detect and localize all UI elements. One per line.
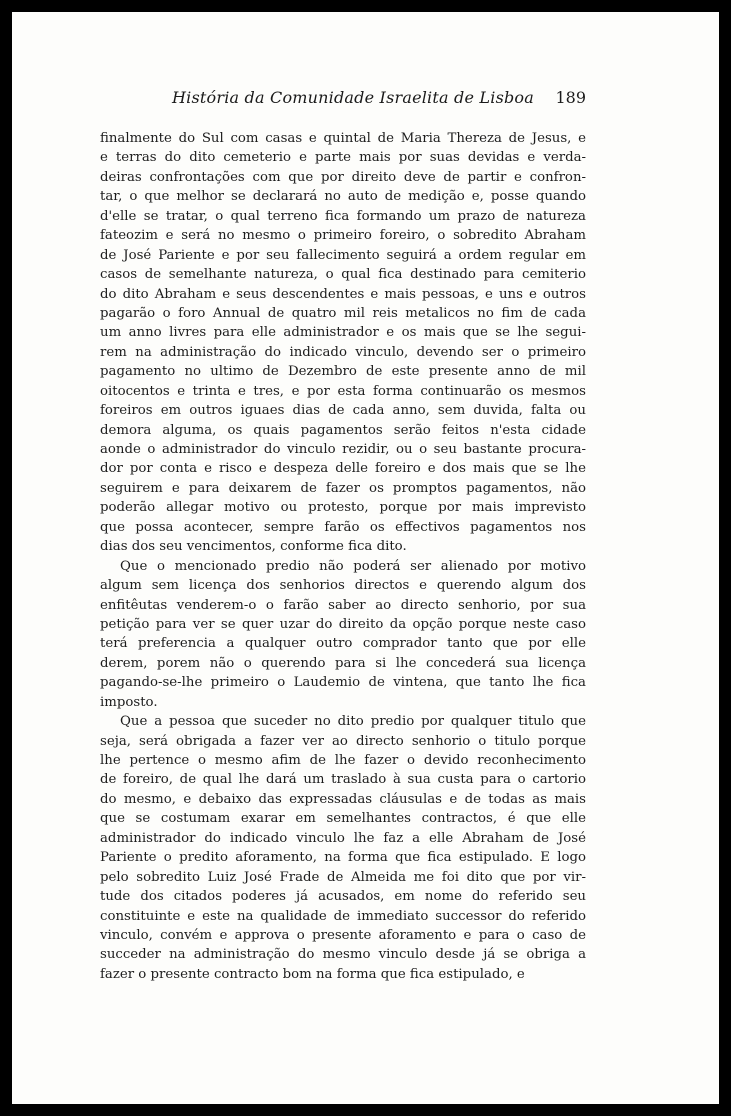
book-page: [12, 12, 719, 1104]
text-line: enfitêutas venderem-o o farão saber ao directo senhorio, por sua: [100, 597, 586, 613]
text-line: aonde o administrador do vinculo rezidir, ou o seu bastante procura-: [100, 442, 586, 457]
text-line: oitocentos e trinta e tres, e por esta forma continuarão os mesmos: [100, 383, 586, 399]
text-line: succeder na administração do mesmo vinculo desde já se obriga a: [100, 947, 586, 963]
text-line: dias dos seu vencimentos, conforme fica dito.: [100, 539, 407, 555]
text-line: Pariente o predito aforamento, na forma que fica estipulado. E logo: [100, 850, 586, 866]
text-line: lhe pertence o mesmo afim de lhe fazer o devido reconhecimento: [100, 753, 586, 768]
page-number: 189: [555, 88, 586, 107]
text-line: do mesmo, e debaixo das expressadas cláusulas e de todas as mais: [100, 791, 586, 807]
text-line: foreiros em outros iguaes dias de cada anno, sem duvida, falta ou: [100, 403, 586, 419]
text-line: dor por conta e risco e despeza delle foreiro e dos mais que se lhe: [100, 461, 586, 477]
running-title: História da Comunidade Israelita de Lisboa: [172, 88, 534, 107]
text-line: que possa acontecer, sempre farão os effectivos pagamentos nos: [100, 519, 586, 535]
text-line: de foreiro, de qual lhe dará um traslado à sua custa para o cartorio: [100, 772, 586, 788]
text-line: petição para ver se quer uzar do direito da opção porque neste caso: [100, 616, 586, 632]
text-line: um anno livres para elle administrador e os mais que se lhe segui-: [100, 325, 586, 341]
text-line: derem, porem não o querendo para si lhe concederá sua licença: [100, 655, 586, 671]
text-line: fateozim e será no mesmo o primeiro foreiro, o sobredito Abraham: [100, 228, 586, 244]
text-line: seguirem e para deixarem de fazer os promptos pagamentos, não: [100, 480, 586, 496]
paragraph: [100, 129, 586, 557]
text-line: pagando-se-lhe primeiro o Laudemio de vintena, que tanto lhe fica: [100, 675, 586, 691]
paragraph: [100, 557, 586, 713]
text-line: do dito Abraham e seus descendentes e mais pessoas, e uns e outros: [100, 286, 586, 302]
text-line: pelo sobredito Luiz José Frade de Almeida me foi dito que por vir-: [100, 869, 586, 885]
text-line: de José Pariente e por seu fallecimento seguirá a ordem regular em: [100, 247, 586, 263]
text-line: algum sem licença dos senhorios directos e querendo algum dos: [100, 578, 586, 594]
text-line: finalmente do Sul com casas e quintal de Maria Thereza de Jesus, e: [100, 131, 586, 146]
text-line: casos de semelhante natureza, o qual fica destinado para cemiterio: [100, 267, 586, 283]
text-line: terá preferencia a qualquer outro comprador tanto que por elle: [100, 636, 586, 652]
text-line: pagarão o foro Annual de quatro mil reis metalicos no fim de cada: [100, 305, 586, 321]
text-line: deiras confrontações com que por direito deve de partir e confron-: [100, 169, 586, 185]
text-line: d'elle se tratar, o qual terreno fica formando um prazo de natureza: [100, 208, 586, 224]
page-header: [172, 88, 586, 114]
text-line: e terras do dito cemeterio e parte mais por suas devidas e verda-: [100, 150, 586, 166]
text-line: imposto.: [100, 694, 158, 710]
text-line: Que a pessoa que suceder no dito predio por qualquer titulo que: [120, 714, 586, 730]
text-line: fazer o presente contracto bom na forma que fica estipulado, e: [100, 966, 525, 982]
text-line: seja, será obrigada a fazer ver ao directo senhorio o titulo porque: [100, 733, 586, 749]
text-line: demora alguma, os quais pagamentos serão feitos n'esta cidade: [100, 422, 586, 438]
text-line: pagamento no ultimo de Dezembro de este presente anno de mil: [100, 364, 586, 380]
text-line: rem na administração do indicado vinculo, devendo ser o primeiro: [100, 344, 586, 360]
body-text: [100, 129, 586, 984]
text-line: que se costumam exarar em semelhantes contractos, é que elle: [100, 811, 586, 827]
text-line: administrador do indicado vinculo lhe faz a elle Abraham de José: [100, 830, 586, 846]
text-line: Que o mencionado predio não poderá ser alienado por motivo: [120, 558, 586, 574]
text-line: tude dos citados poderes já acusados, em nome do referido seu: [100, 889, 586, 905]
text-line: poderão allegar motivo ou protesto, porque por mais imprevisto: [100, 500, 586, 516]
text-line: tar, o que melhor se declarará no auto de medição e, posse quando: [100, 189, 586, 205]
text-line: constituinte e este na qualidade de immediato successor do referido: [100, 908, 586, 924]
text-line: vinculo, convém e approva o presente aforamento e para o caso de: [100, 927, 586, 943]
paragraph: [100, 712, 586, 984]
